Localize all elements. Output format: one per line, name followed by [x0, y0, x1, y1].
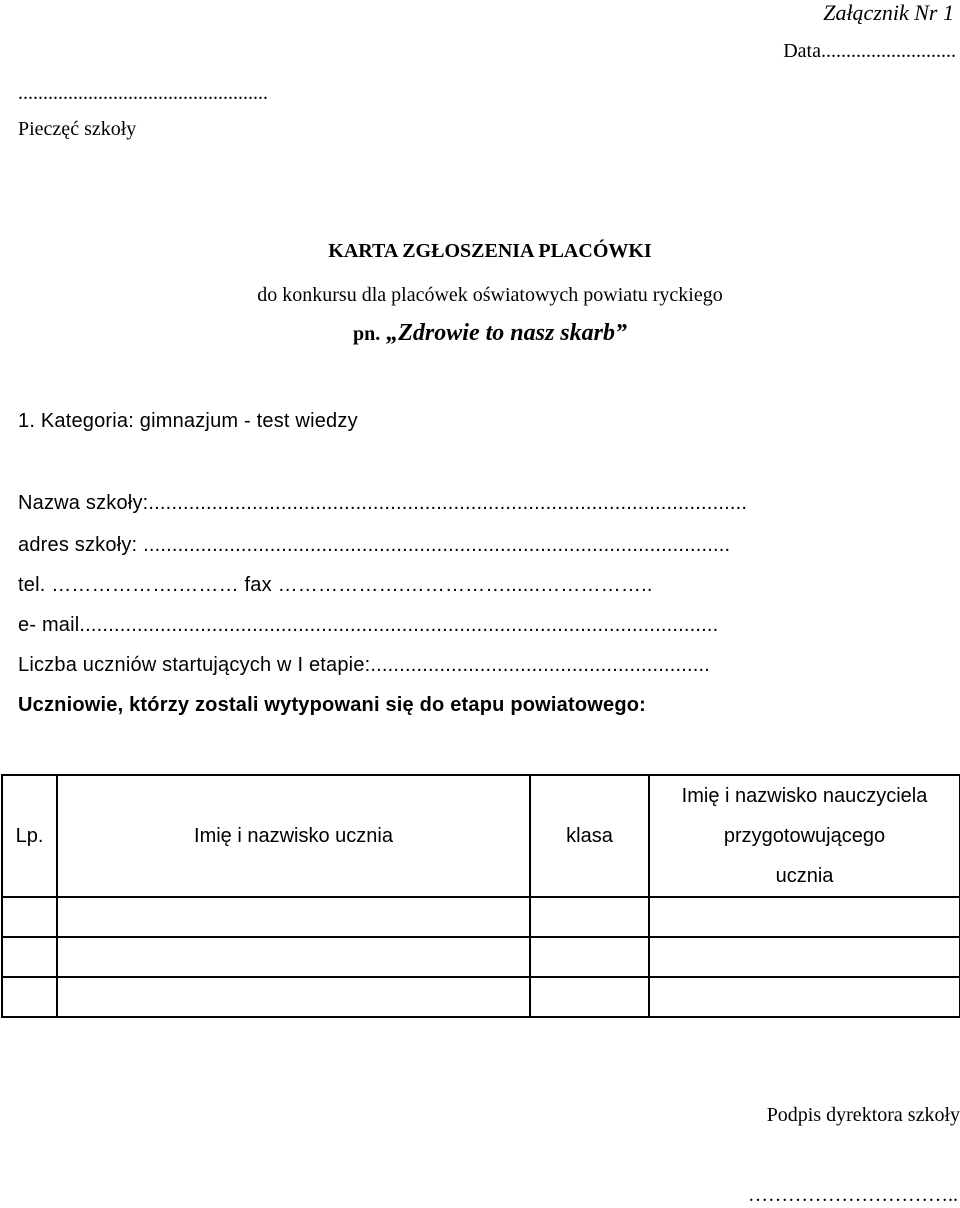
header-teacher-line1: Imię i nazwisko nauczyciela	[681, 785, 928, 807]
email-field: e- mail...............................................................................................................	[18, 614, 719, 636]
date-field: Data...........................	[783, 40, 956, 62]
form-title: KARTA ZGŁOSZENIA PLACÓWKI	[328, 240, 652, 262]
header-student-name: Imię i nazwisko ucznia	[57, 775, 530, 897]
cell-lp[interactable]	[2, 897, 57, 937]
header-teacher	[649, 775, 960, 897]
cell-student-name[interactable]	[57, 897, 530, 937]
contest-title	[0, 320, 960, 347]
stamp-line: ..................................................	[18, 82, 268, 104]
phone-fax-field: tel. ……………….……… fax ……………….……………......……………..	[18, 574, 653, 596]
header-teacher-line3: ucznia	[775, 865, 834, 887]
cell-teacher[interactable]	[649, 897, 960, 937]
students-count-field: Liczba uczniów startujących w I etapie:...........................................................	[18, 654, 711, 676]
cell-class[interactable]	[530, 937, 649, 977]
qualified-heading: Uczniowie, którzy zostali wytypowani się do etapu powiatowego:	[18, 694, 647, 716]
table-row	[2, 977, 960, 1017]
table-row	[2, 897, 960, 937]
cell-teacher[interactable]	[649, 977, 960, 1017]
cell-teacher[interactable]	[649, 937, 960, 977]
contest-prefix: pn.	[353, 323, 381, 345]
contest-name: „Zdrowie to nasz skarb”	[386, 320, 627, 346]
table-row	[2, 937, 960, 977]
category-line: 1. Kategoria: gimnazjum - test wiedzy	[18, 410, 358, 432]
header-lp: Lp.	[2, 775, 57, 897]
school-name-field: Nazwa szkoły:........................................................................................................	[18, 492, 748, 514]
signature-label: Podpis dyrektora szkoły	[766, 1104, 960, 1126]
form-subtitle: do konkursu dla placówek oświatowych powiatu ryckiego	[257, 284, 723, 306]
cell-lp[interactable]	[2, 937, 57, 977]
cell-class[interactable]	[530, 977, 649, 1017]
school-address-field: adres szkoły: ......................................................................................................	[18, 534, 731, 556]
cell-student-name[interactable]	[57, 937, 530, 977]
cell-student-name[interactable]	[57, 977, 530, 1017]
signature-line: …………………………..	[748, 1184, 958, 1206]
students-table	[1, 774, 960, 1018]
cell-lp[interactable]	[2, 977, 57, 1017]
annex-label: Załącznik Nr 1	[823, 0, 954, 25]
stamp-label: Pieczęć szkoły	[18, 118, 137, 140]
header-class: klasa	[530, 775, 649, 897]
header-teacher-line2: przygotowującego	[723, 825, 886, 847]
cell-class[interactable]	[530, 897, 649, 937]
table-header-row	[2, 775, 960, 897]
